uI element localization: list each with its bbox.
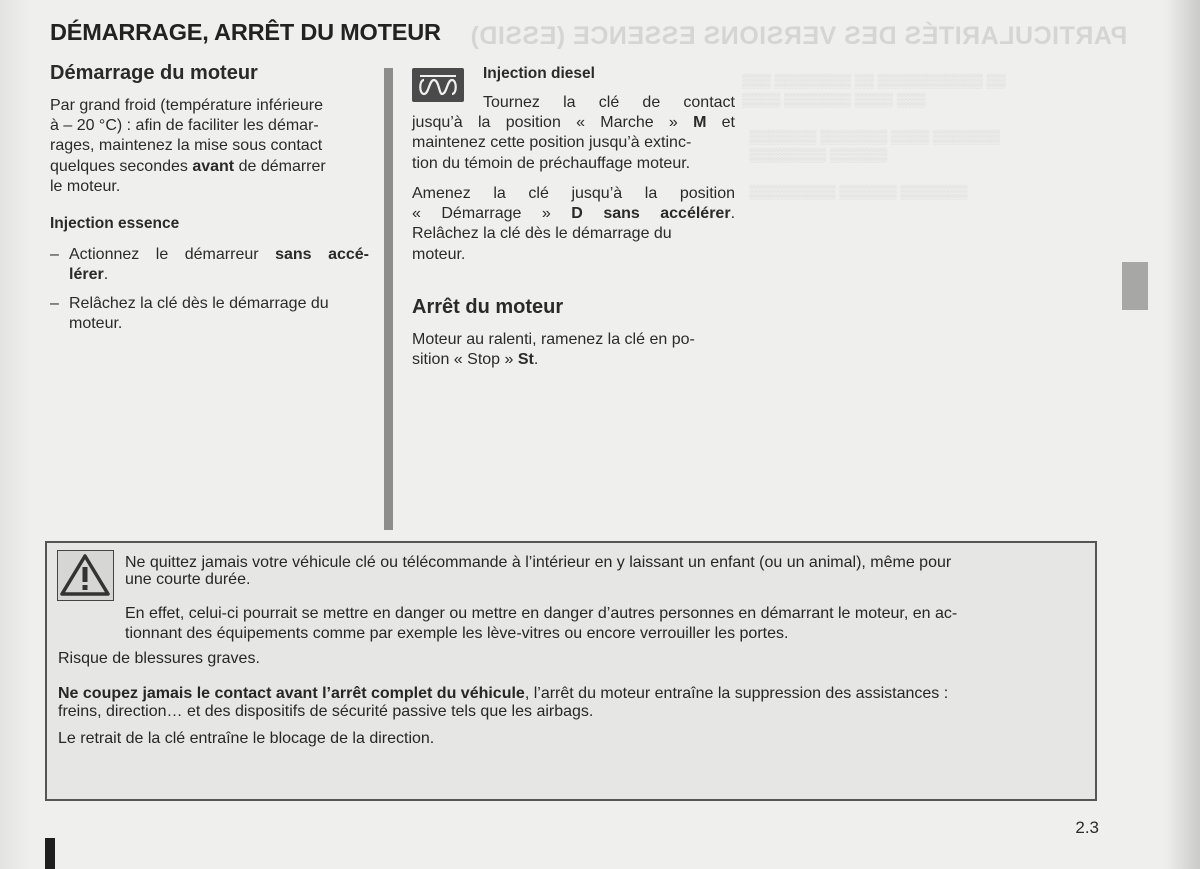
text-line: moteur. bbox=[412, 245, 466, 263]
warning-line: En effet, celui-ci pourrait se mettre en danger ou mettre en danger d’autres personnes en démarrant le moteur, en ac- bbox=[125, 605, 958, 622]
text-run: sition « Stop » bbox=[412, 351, 518, 369]
corner-mark bbox=[45, 838, 55, 869]
bold-text: Ne coupez jamais le contact avant l’arrêt complet du véhicule bbox=[58, 685, 525, 702]
stop-paragraph bbox=[412, 330, 735, 370]
chapter-tab-marker bbox=[1122, 262, 1148, 310]
bold-text: D sans accélérer bbox=[571, 205, 731, 223]
text-line: tion du témoin de préchauffage moteur. bbox=[412, 154, 691, 172]
text-line: moteur. bbox=[69, 315, 123, 333]
text-run: , l’arrêt du moteur entraîne la suppression des assistances : bbox=[524, 685, 949, 702]
section-heading-start: Démarrage du moteur bbox=[50, 62, 258, 84]
paragraph-line: Par grand froid (température inférieure bbox=[50, 97, 324, 114]
text-run: . bbox=[103, 266, 109, 284]
bold-text: St bbox=[517, 351, 534, 369]
warning-line: Le retrait de la clé entraîne le blocage de la direction. bbox=[58, 730, 435, 747]
text-run: Actionnez le démarreur bbox=[69, 246, 276, 263]
list-item bbox=[50, 245, 370, 289]
warning-line: une courte durée. bbox=[125, 571, 251, 588]
warning-line: freins, direction… et des dispositifs de sécurité passive tels que les airbags. bbox=[58, 703, 594, 720]
text-run: « Démarrage » bbox=[412, 205, 572, 223]
bold-text: sans accé- bbox=[275, 246, 370, 263]
page-number: 2.3 bbox=[1075, 818, 1099, 837]
bold-text: lérer bbox=[69, 266, 104, 284]
bold-text: avant bbox=[192, 157, 235, 175]
section-heading-stop: Arrêt du moteur bbox=[412, 296, 564, 318]
warning-line: Ne quittez jamais votre véhicule clé ou télécommande à l’intérieur en y laissant un enfant (ou un animal), même pour bbox=[125, 554, 952, 571]
page-title: DÉMARRAGE, ARRÊT DU MOTEUR bbox=[50, 19, 441, 45]
text-run: et bbox=[706, 114, 736, 132]
diesel-paragraph-2 bbox=[412, 184, 735, 265]
cold-weather-paragraph bbox=[50, 96, 370, 197]
text-line: Relâchez la clé dès le démarrage du bbox=[412, 225, 672, 243]
bullet-dash: – bbox=[50, 295, 59, 312]
subheading-petrol-injection: Injection essence bbox=[50, 215, 180, 232]
paragraph-line: rages, maintenez la mise sous contact bbox=[50, 137, 323, 155]
text-run: de démarrer bbox=[234, 157, 326, 175]
warning-line: Risque de blessures graves. bbox=[58, 650, 260, 667]
list-item bbox=[50, 294, 370, 338]
paragraph-line: le moteur. bbox=[50, 177, 121, 195]
diesel-paragraph-1 bbox=[412, 93, 735, 174]
show-through-title: PARTICULARITÉS DES VERSIONS ESSENCE (ESSID) bbox=[470, 22, 1128, 50]
warning-line: tionnant des équipements comme par exemple les lève-vitres ou encore verrouiller les portes. bbox=[125, 625, 789, 642]
text-line: Tournez la clé de contact bbox=[483, 94, 735, 111]
text-line: maintenez cette position jusqu’à extinc- bbox=[412, 134, 692, 152]
text-line: Amenez la clé jusqu’à la position bbox=[412, 185, 735, 202]
paragraph-line bbox=[50, 157, 370, 177]
subheading-diesel-injection: Injection diesel bbox=[483, 65, 595, 82]
warning-line bbox=[58, 684, 948, 704]
paragraph-line: à – 20 °C) : afin de faciliter les démar- bbox=[50, 117, 319, 135]
bold-text: M bbox=[693, 114, 707, 132]
text-run: . bbox=[730, 205, 736, 223]
warning-triangle-icon bbox=[57, 550, 114, 601]
list-item-text bbox=[69, 294, 369, 334]
text-run: quelques secondes bbox=[50, 157, 193, 175]
list-item-text bbox=[69, 245, 369, 285]
bullet-dash: – bbox=[50, 246, 59, 263]
show-through-text: ▒▒▒ ▒▒▒▒▒▒▒▒ ▒▒ ▒▒▒▒▒▒▒▒▒▒▒ ▒▒ ▒▒▒▒ ▒▒▒▒▒▒▒ ▒▒▒▒ ▒▒▒ ▒▒▒▒▒▒▒ ▒▒▒▒▒▒▒ ▒▒▒▒ ▒▒▒▒▒▒▒ ▒▒▒▒▒▒▒▒ ▒▒▒▒▒▒ ▒▒▒▒▒▒▒▒▒ ▒▒▒▒▒▒ ▒▒▒▒▒▒▒ bbox=[742, 73, 1006, 199]
column-divider bbox=[384, 68, 393, 530]
text-line: Relâchez la clé dès le démarrage du bbox=[69, 295, 329, 312]
text-run: jusqu’à la position « Marche » bbox=[412, 114, 694, 132]
page-edge-shadow bbox=[1168, 0, 1200, 869]
text-run: . bbox=[533, 351, 539, 369]
text-line: Moteur au ralenti, ramenez la clé en po- bbox=[412, 331, 695, 348]
